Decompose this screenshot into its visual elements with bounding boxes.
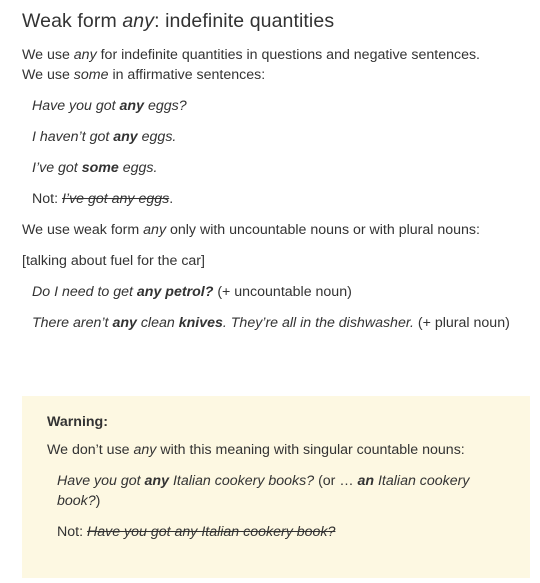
example-text: . They’re all in the dishwasher. [222,315,414,331]
title-suffix: : indefinite quantities [154,10,335,32]
example-text: I’ve got [32,160,82,176]
example-keyword: any [119,98,144,114]
example-keyword: any [113,129,138,145]
example-keyword: knives [178,315,223,331]
intro-text: in affirmative sentences: [108,67,266,83]
warning-text-part: with this meaning with singular countable nouns: [156,442,465,458]
intro-any: any [73,47,97,63]
warning-incorrect-example [47,522,508,542]
weak-form-paragraph [22,220,518,240]
example-sentence [22,158,518,178]
example-sentence [22,282,518,302]
example-text: eggs. [118,160,158,176]
struck-sentence: I’ve got any eggs [61,191,170,207]
context-note: [talking about fuel for the car] [22,253,205,269]
example-text: eggs? [144,98,187,114]
example-note: ) [95,493,101,509]
not-label: Not: [32,191,62,207]
warning-text [47,440,508,460]
warning-text-part: We don’t use [47,442,134,458]
warning-any: any [133,442,157,458]
example-keyword: some [81,160,119,176]
example-text: Do I need to get [32,284,137,300]
page-title [22,10,518,33]
example-text: Have you got [57,473,145,489]
example-text: Italian cookery books? [169,473,315,489]
example-keyword: any petrol? [136,284,214,300]
example-sentence [22,96,518,116]
intro-paragraph [22,45,518,85]
example-text: eggs. [137,129,177,145]
title-word: any [122,10,155,32]
warning-title: Warning: [47,414,108,430]
example-sentence [22,313,518,333]
incorrect-example [22,189,518,209]
paragraph-text: only with uncountable nouns or with plural nouns: [166,222,480,238]
intro-some: some [73,67,109,83]
intro-text: We use [22,67,74,83]
example-keyword: any [112,315,137,331]
example-text: . [169,191,174,207]
paragraph-text: We use weak form [22,222,144,238]
struck-sentence: Have you got any Italian cookery book? [86,524,336,540]
not-label: Not: [57,524,87,540]
example-note: (+ uncountable noun) [213,284,352,300]
example-text: Have you got [32,98,120,114]
example-note: (or … [314,473,358,489]
example-text: Italian cookery book? [57,473,470,509]
example-keyword: any [144,473,169,489]
title-prefix: Weak form [22,10,123,32]
paragraph-any: any [143,222,167,238]
intro-text: We use [22,47,74,63]
example-note: (+ plural noun) [413,315,510,331]
warning-box [22,396,530,578]
warning-example [47,471,508,511]
example-text: I haven’t got [32,129,114,145]
intro-text: for indefinite quantities in questions and negative sentences. [96,47,480,63]
example-keyword: an [357,473,375,489]
example-sentence [22,127,518,147]
example-text: There aren’t [32,315,113,331]
example-text: clean [136,315,179,331]
